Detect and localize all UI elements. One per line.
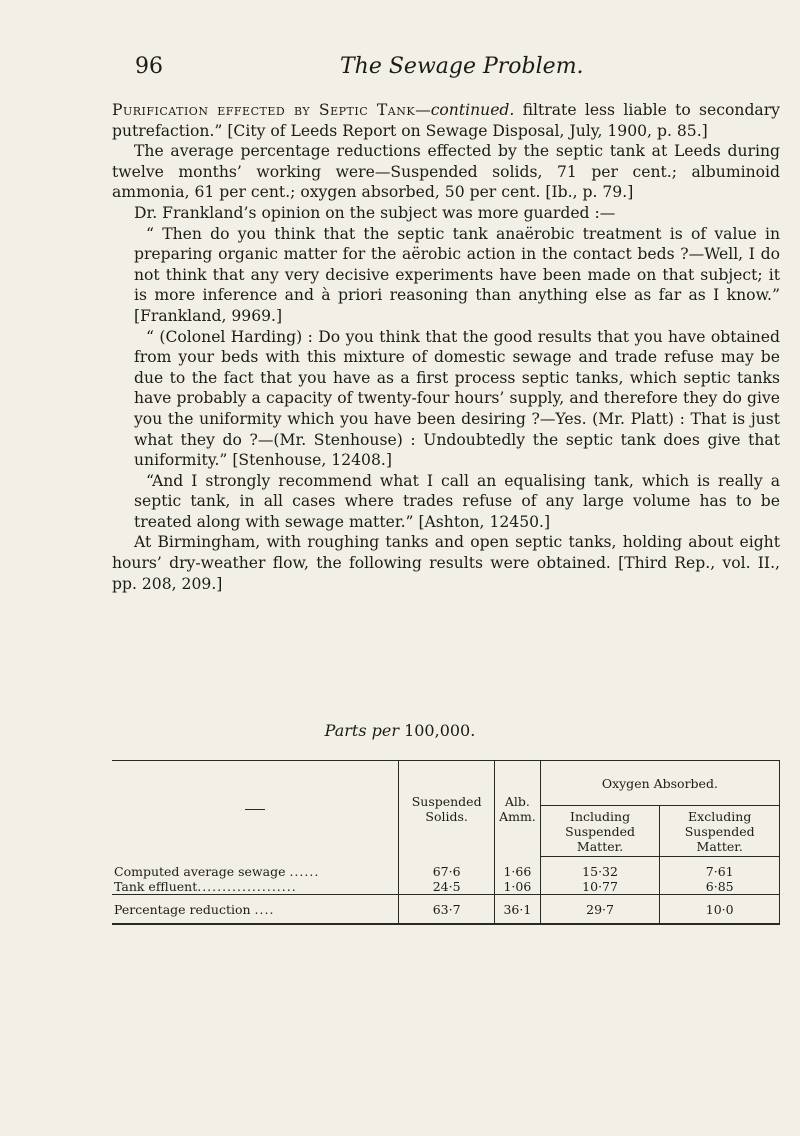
- header-alb-amm: Alb. Amm.: [495, 761, 541, 857]
- header-including-suspended: Including Suspended Matter.: [540, 806, 660, 857]
- section-heading-continued: —continued.: [415, 101, 515, 119]
- table-row: [112, 895, 780, 925]
- body-text: [112, 100, 780, 594]
- cell-value: 36·1: [495, 895, 541, 925]
- paragraph-birmingham: At Birmingham, with roughing tanks and open septic tanks, holding about eight hours’ dry-weather flow, the following results were obtained. [Third Rep., vol. II., pp. 208, 209.]: [112, 533, 780, 593]
- table-caption: [0, 721, 800, 740]
- results-table: [112, 760, 780, 925]
- page-header: [135, 54, 775, 88]
- cell-value: 7·61: [660, 864, 780, 879]
- cell-value: 10·0: [660, 895, 780, 925]
- caption-italic: Parts per: [324, 721, 399, 740]
- cell-value: 6·85: [660, 879, 780, 895]
- cell-value: 67·6: [399, 864, 495, 879]
- quote-ashton: “And I strongly recommend what I call an equalising tank, which is really a septic tank, in all cases where trades refuse of any large volume has to be treated along with sewage matter.” [Ashton, 12450.]: [134, 471, 780, 531]
- running-title: The Sewage Problem.: [340, 54, 584, 79]
- header-suspended-solids: Suspended Solids.: [399, 761, 495, 857]
- cell-value: 24·5: [399, 879, 495, 895]
- quote-frankland: “ Then do you think that the septic tank anaërobic treatment is of value in preparing organic matter for the aërobic action in the contact beds ?—Well, I do not think that any very decisive experiments have been made on that subject; it is more inference and à priori reasoning than anything else as far as I know.” [Frankland, 9969.]: [134, 224, 780, 325]
- section-heading: Purification effected by Septic Tank: [112, 101, 416, 119]
- cell-value: 1·06: [495, 879, 541, 895]
- table-row: [112, 879, 780, 895]
- cell-value: 15·32: [540, 864, 660, 879]
- quote-harding: “ (Colonel Harding) : Do you think that the good results that you have obtained from your beds with this mixture of domestic sewage and trade refuse may be due to the fact that you have as a first process septic tanks, which septic tanks have probably a capacity of twenty-four hours’ supply, and therefore they do give you the uniformity which you have been desiring ?—Yes. (Mr. Platt) : That is just what they do ?—(Mr. Stenhouse) : Undoubtedly the septic tank does give that uniformity.” [Stenhouse, 12408.]: [134, 327, 780, 470]
- paragraph-frankland: Dr. Frankland’s opinion on the subject was more guarded :—: [134, 203, 616, 222]
- table-row: [112, 864, 780, 879]
- cell-value: 10·77: [540, 879, 660, 895]
- paragraph-continued: [112, 100, 780, 141]
- header-oxygen-absorbed: Oxygen Absorbed.: [540, 761, 779, 806]
- header-excluding-suspended: Excluding Suspended Matter.: [660, 806, 780, 857]
- cell-value: 63·7: [399, 895, 495, 925]
- paragraph-leeds-reductions: The average percentage reductions effected by the septic tank at Leeds during twelve months’ working were—Suspended solids, 71 per cent.; albuminoid ammonia, 61 per cent.; oxygen absorbed, 50 per cent. [Ib., p. 79.]: [112, 142, 780, 202]
- row-label: Percentage reduction ....: [112, 895, 399, 925]
- cell-value: 1·66: [495, 864, 541, 879]
- table-corner-dash: [245, 809, 265, 810]
- row-label: Tank effluent....................: [112, 879, 399, 895]
- page-number: 96: [135, 54, 163, 79]
- cell-value: 29·7: [540, 895, 660, 925]
- table-corner: [112, 761, 399, 857]
- row-label: Computed average sewage ......: [112, 864, 399, 879]
- caption-rest: 100,000.: [398, 721, 476, 740]
- paragraph-text: filtrate less liable to secondary putrefaction.” [City of Leeds Report on Sewage Disposal, July, 1900, p. 85.]: [112, 101, 780, 140]
